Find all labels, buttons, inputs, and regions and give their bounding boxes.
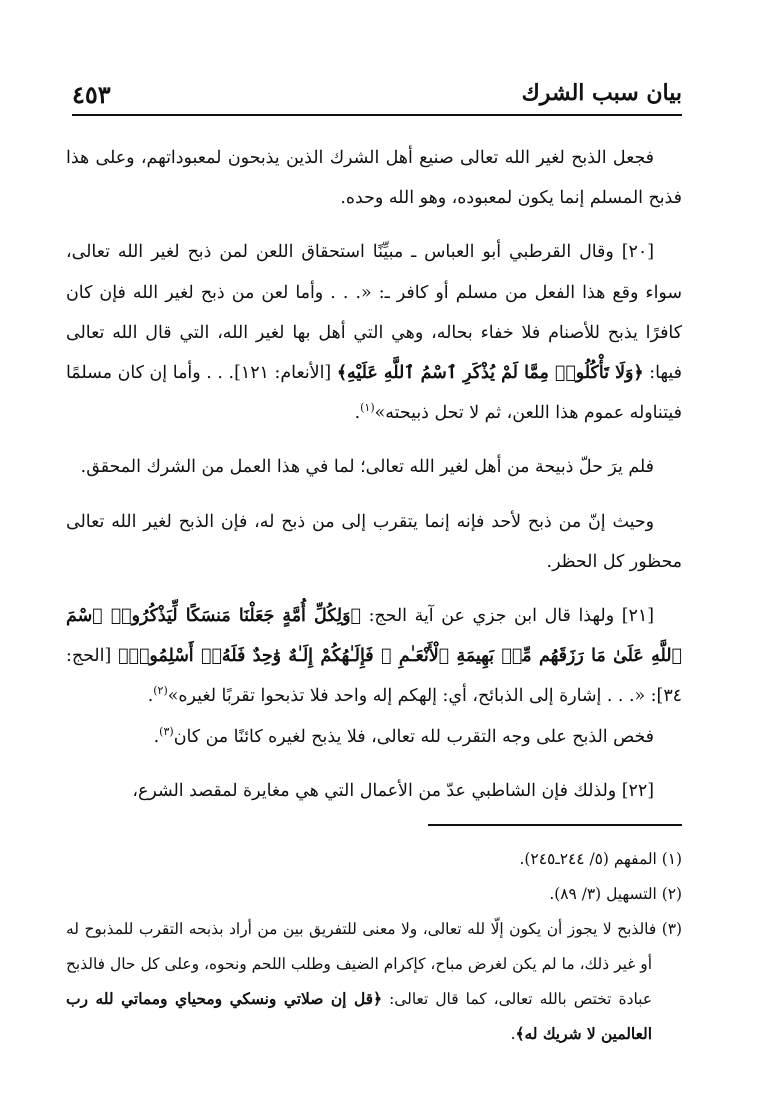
quran-verse: ﴿وَلِكُلِّ أُمَّةٍ جَعَلْنَا مَنسَكًا لِّيَذْكُرُوا۟ ٱسْمَ ٱللَّهِ عَلَىٰ مَا رَزَقَهُم مِّنۢ بَهِيمَةِ ٱلْأَنْعَـٰمِ ۗ فَإِلَـٰهُكُمْ إِلَـٰهٌ وَٰحِدٌ فَلَهُۥٓ أَسْلِمُوا۟﴾ xyxy=(66,606,682,667)
footnote-1: (١) المفهم (٥/ ٢٤٤ـ٢٤٥). xyxy=(519,850,682,868)
footnote-separator xyxy=(428,824,682,826)
chapter-title: بيان سبب الشرك xyxy=(521,80,682,106)
footnote-ref: (٢) xyxy=(153,684,168,698)
paragraph-22: [٢٢] ولذلك فإن الشاطبي عدّ من الأعمال التي هي مغايرة لمقصد الشرع، xyxy=(132,780,654,801)
text-run: . xyxy=(147,686,154,707)
page-number: ٤٥٣ xyxy=(72,80,111,109)
text-run: [الحج: ٣٤]: «. . . إشارة إلى الذبائح، أي: إلهكم إله واحد فلا تذبحوا تقربًا لغيره» xyxy=(66,646,682,707)
text-run: فخص الذبح على وجه التقرب لله تعالى، فلا يذبح لغيره كائنًا من كان xyxy=(173,726,654,747)
paragraph-21 xyxy=(66,596,682,717)
text-run: . xyxy=(153,726,160,747)
running-header xyxy=(72,80,682,116)
footnote-3 xyxy=(66,912,682,1052)
text-run: (٣) فالذبح لا يجوز أن يكون إلّا لله تعالى، ولا معنى للتفريق بين من أراد بذبحه التقرب للمذبوح له أو غير ذلك، ما لم يكن لغرض مباح، كإكرام الضيف وطلب اللحم ونحوه، وعلى كل حال فالذبح عبادة تختص بالله تعالى، كما قال تعالى: xyxy=(66,920,682,1008)
text-run: . xyxy=(354,403,361,424)
quran-verse: ﴿قل إن صلاتي ونسكي ومحياي ومماتي لله رب العالمين لا شريك له﴾ xyxy=(66,990,652,1043)
paragraph: وحيث إنّ من ذبح لأحد فإنه إنما يتقرب إلى من ذبح له، فإن الذبح لغير الله تعالى محظور كل الحظر. xyxy=(66,511,682,572)
text-run: . xyxy=(510,1025,516,1043)
quran-verse: ﴿وَلَا تَأْكُلُوا۟ مِمَّا لَمْ يُذْكَرِ ٱسْمُ ٱللَّهِ عَلَيْهِ﴾ xyxy=(336,363,644,384)
main-text xyxy=(66,138,682,811)
paragraph: فلم يرَ حلّ ذبيحة من أهل لغير الله تعالى؛ لما في هذا العمل من الشرك المحقق. xyxy=(80,457,654,478)
footnote-2: (٢) التسهيل (٣/ ٨٩). xyxy=(549,885,682,903)
text-run: [الأنعام: ١٢١]. . . وأما إن كان مسلمًا فيتناوله عموم هذا اللعن، ثم لا تحل ذبيحته» xyxy=(66,363,682,424)
text-run: [٢٠] وقال القرطبي أبو العباس ـ مبيِّنًا استحقاق اللعن لمن ذبح لغير الله تعالى، سواء وقع هذا الفعل من مسلم أو كافر ـ: «. . . وأما لعن من ذبح لغير الله فإن كان كافرًا يذبح للأصنام فلا خفاء بحاله، وهي التي أهل بها لغير الله، التي قال الله تعالى فيها: xyxy=(66,242,682,384)
footnote-ref: (٣) xyxy=(159,724,174,738)
footnotes xyxy=(66,842,682,1052)
paragraph-20 xyxy=(66,232,682,433)
paragraph: فجعل الذبح لغير الله تعالى صنيع أهل الشرك الذين يذبحون لمعبوداتهم، وعلى هذا فذبح المسلم إنما يكون لمعبوده، وهو الله وحده. xyxy=(66,148,682,209)
footnote-ref: (١) xyxy=(360,401,375,415)
text-run: [٢١] ولهذا قال ابن جزي عن آية الحج: xyxy=(368,606,654,627)
paragraph xyxy=(66,717,682,757)
